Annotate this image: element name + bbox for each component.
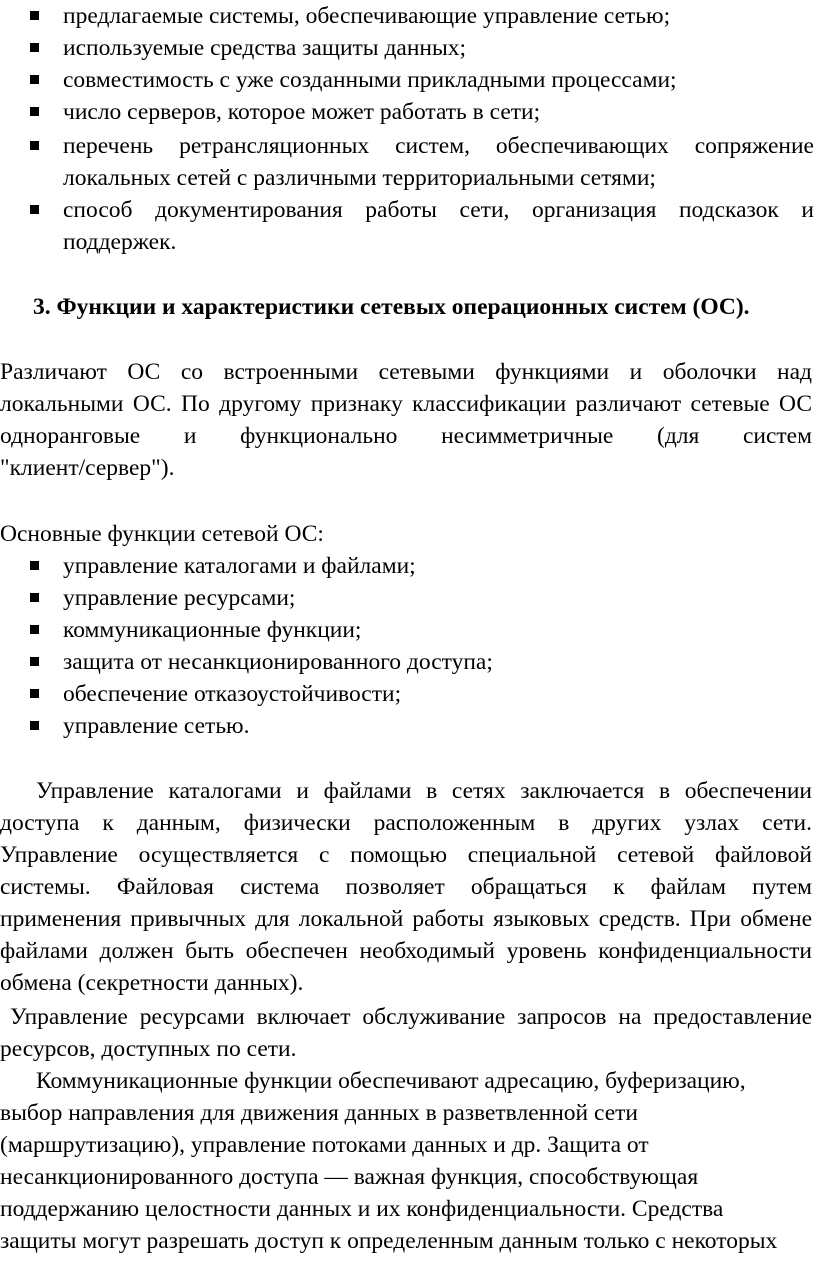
paragraph-line: локальными ОС. По другому признаку классификации различают сетевые ОС <box>0 391 812 417</box>
paragraph-line: доступа к данным, физически расположенным в других узлах сети. <box>0 810 812 836</box>
paragraph-line: выбор направления для движения данных в разветвленной сети <box>0 1100 638 1126</box>
functions-title: Основные функции сетевой ОС: <box>0 521 324 547</box>
paragraph-line: несанкционированного доступа — важная функция, способствующая <box>0 1164 699 1190</box>
bullet-icon <box>30 657 39 666</box>
bullet-icon <box>30 721 39 730</box>
paragraph-line: защиты могут разрешать доступ к определенным данным только с некоторых <box>0 1228 778 1254</box>
paragraph-line: "клиент/сервер"). <box>0 455 175 481</box>
list-item: предлагаемые системы, обеспечивающие управление сетью; <box>63 3 671 29</box>
bullet-icon <box>30 107 39 116</box>
list-item: управление каталогами и файлами; <box>63 553 416 579</box>
bullet-icon <box>30 625 39 634</box>
bullet-icon <box>30 593 39 602</box>
paragraph-line: применения привычных для локальной работы языковых средств. При обмене <box>0 906 812 932</box>
paragraph-line: файлами должен быть обеспечен необходимый уровень конфиденциальности <box>0 938 812 964</box>
paragraph-line: Коммуникационные функции обеспечивают адресацию, буферизацию, <box>36 1068 746 1094</box>
paragraph-line: ресурсов, доступных по сети. <box>0 1036 297 1062</box>
bullet-icon <box>30 141 39 150</box>
paragraph-line: системы. Файловая система позволяет обращаться к файлам путем <box>0 874 812 900</box>
paragraph-line: Управление ресурсами включает обслуживание запросов на предоставление <box>10 1004 812 1030</box>
paragraph-line: Управление осуществляется с помощью специальной сетевой файловой <box>0 842 812 868</box>
list-item: управление сетью. <box>63 713 250 739</box>
section-heading: 3. Функции и характеристики сетевых операционных систем (ОС). <box>33 294 750 320</box>
list-item: число серверов, которое может работать в сети; <box>63 99 541 125</box>
paragraph-line: обмена (секретности данных). <box>0 970 304 996</box>
bullet-icon <box>30 689 39 698</box>
paragraph-line: поддержанию целостности данных и их конфиденциальности. Средства <box>0 1196 724 1222</box>
list-item: используемые средства защиты данных; <box>63 35 467 61</box>
bullet-icon <box>30 43 39 52</box>
paragraph-line: одноранговые и функционально несимметричные (для систем <box>0 423 812 449</box>
list-item-continuation: поддержек. <box>63 229 177 255</box>
list-item: совместимость с уже созданными прикладными процессами; <box>63 67 677 93</box>
paragraph-line: Управление каталогами и файлами в сетях заключается в обеспечении <box>36 778 812 804</box>
list-item: обеспечение отказоустойчивости; <box>63 681 402 707</box>
bullet-icon <box>30 561 39 570</box>
bullet-icon <box>30 205 39 214</box>
paragraph-line: (маршрутизацию), управление потоками данных и др. Защита от <box>0 1132 649 1158</box>
list-item: способ документирования работы сети, организация подсказок и <box>63 197 814 223</box>
list-item-continuation: локальных сетей с различными территориальными сетями; <box>63 165 656 191</box>
list-item: перечень ретрансляционных систем, обеспечивающих сопряжение <box>63 133 814 159</box>
bullet-icon <box>30 11 39 20</box>
list-item: коммуникационные функции; <box>63 617 362 643</box>
bullet-icon <box>30 75 39 84</box>
list-item: управление ресурсами; <box>63 585 296 611</box>
paragraph-line: Различают ОС со встроенными сетевыми функциями и оболочки над <box>0 359 812 385</box>
list-item: защита от несанкционированного доступа; <box>63 649 493 675</box>
